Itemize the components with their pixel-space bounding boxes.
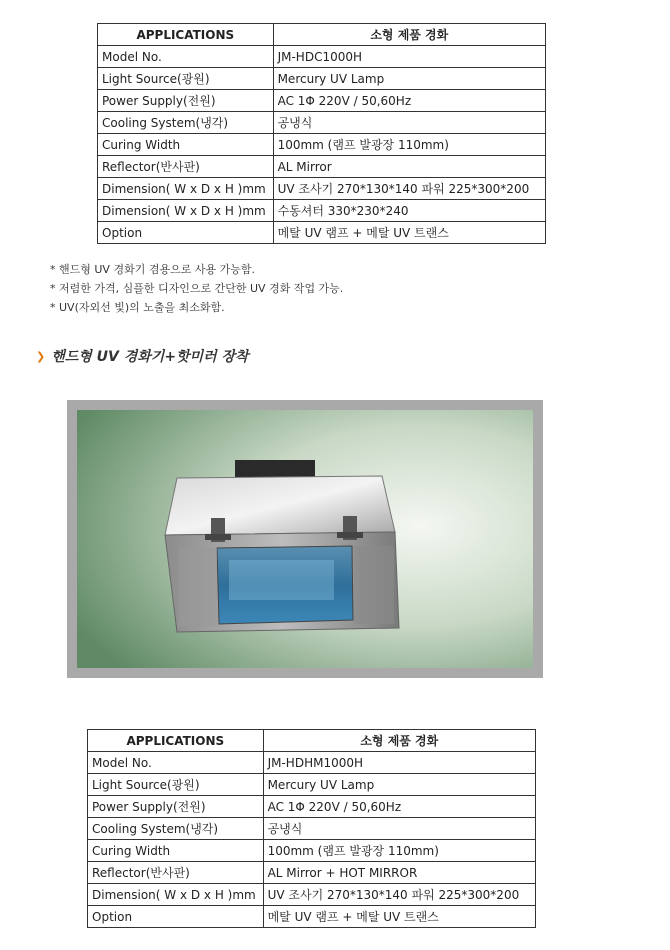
note-item: * UV(자외선 빛)의 노출을 최소화함. <box>50 301 225 314</box>
table-header-row <box>98 24 546 46</box>
spec-value-cell: 메탈 UV 램프 + 메탈 UV 트랜스 <box>273 222 545 244</box>
table-row <box>98 200 546 222</box>
spec-value-cell: UV 조사기 270*130*140 파워 225*300*200 <box>273 178 545 200</box>
spec-value-cell: JM-HDC1000H <box>273 46 545 68</box>
table-row <box>98 156 546 178</box>
section-heading-text: 핸드형 UV 경화기+핫미러 장착 <box>51 349 249 365</box>
feature-notes <box>50 260 343 317</box>
table-row <box>88 884 536 906</box>
table-header-row <box>88 730 536 752</box>
spec-table-2 <box>87 729 536 928</box>
spec-label-cell: Power Supply(전원) <box>98 90 274 112</box>
note-item: * 저렴한 가격, 심플한 디자인으로 간단한 UV 경화 작업 가능. <box>50 282 344 295</box>
spec-label-cell: Cooling System(냉각) <box>98 112 274 134</box>
spec-value-cell: Mercury UV Lamp <box>273 68 545 90</box>
spec-label-cell: Light Source(광원) <box>88 774 264 796</box>
chevron-right-icon: ❯ <box>36 349 46 363</box>
spec-label-cell: Model No. <box>98 46 274 68</box>
note-item: * 핸드형 UV 경화기 겸용으로 사용 가능함. <box>50 263 255 276</box>
header-cell: 소형 제품 경화 <box>263 730 535 752</box>
table-row <box>88 818 536 840</box>
spec-value-cell: AL Mirror <box>273 156 545 178</box>
product-photo <box>77 410 533 668</box>
spec-label-cell: Option <box>98 222 274 244</box>
spec-value-cell: AC 1Φ 220V / 50,60Hz <box>263 796 535 818</box>
spec-label-cell: Dimension( W x D x H )mm <box>88 884 264 906</box>
spec-table-1 <box>97 23 546 244</box>
section-heading <box>36 346 249 366</box>
header-cell: 소형 제품 경화 <box>273 24 545 46</box>
spec-value-cell: Mercury UV Lamp <box>263 774 535 796</box>
table-row <box>88 752 536 774</box>
table-row <box>98 112 546 134</box>
spec-value-cell: UV 조사기 270*130*140 파워 225*300*200 <box>263 884 535 906</box>
spec-label-cell: Dimension( W x D x H )mm <box>98 200 274 222</box>
spec-value-cell: AC 1Φ 220V / 50,60Hz <box>273 90 545 112</box>
spec-label-cell: Model No. <box>88 752 264 774</box>
spec-value-cell: 공냉식 <box>273 112 545 134</box>
product-photo-frame <box>67 400 543 678</box>
table-row <box>88 774 536 796</box>
spec-value-cell: 메탈 UV 램프 + 메탈 UV 트랜스 <box>263 906 535 928</box>
spec-label-cell: Cooling System(냉각) <box>88 818 264 840</box>
table-row <box>98 90 546 112</box>
spec-value-cell: 100mm (램프 발광장 110mm) <box>273 134 545 156</box>
table-row <box>88 796 536 818</box>
table-row <box>98 46 546 68</box>
table-row <box>98 68 546 90</box>
table-row <box>88 862 536 884</box>
spec-value-cell: 공냉식 <box>263 818 535 840</box>
uv-curing-device-image <box>77 410 533 668</box>
table-row <box>98 178 546 200</box>
spec-label-cell: Light Source(광원) <box>98 68 274 90</box>
spec-value-cell: 100mm (램프 발광장 110mm) <box>263 840 535 862</box>
spec-label-cell: Option <box>88 906 264 928</box>
spec-value-cell: AL Mirror + HOT MIRROR <box>263 862 535 884</box>
table-row <box>88 906 536 928</box>
table-row <box>88 840 536 862</box>
table-row <box>98 222 546 244</box>
spec-value-cell: JM-HDHM1000H <box>263 752 535 774</box>
spec-label-cell: Curing Width <box>88 840 264 862</box>
spec-label-cell: Reflector(반사판) <box>88 862 264 884</box>
spec-label-cell: Curing Width <box>98 134 274 156</box>
header-cell: APPLICATIONS <box>98 24 274 46</box>
table-row <box>98 134 546 156</box>
spec-label-cell: Power Supply(전원) <box>88 796 264 818</box>
spec-value-cell: 수동셔터 330*230*240 <box>273 200 545 222</box>
spec-label-cell: Reflector(반사판) <box>98 156 274 178</box>
header-cell: APPLICATIONS <box>88 730 264 752</box>
spec-label-cell: Dimension( W x D x H )mm <box>98 178 274 200</box>
